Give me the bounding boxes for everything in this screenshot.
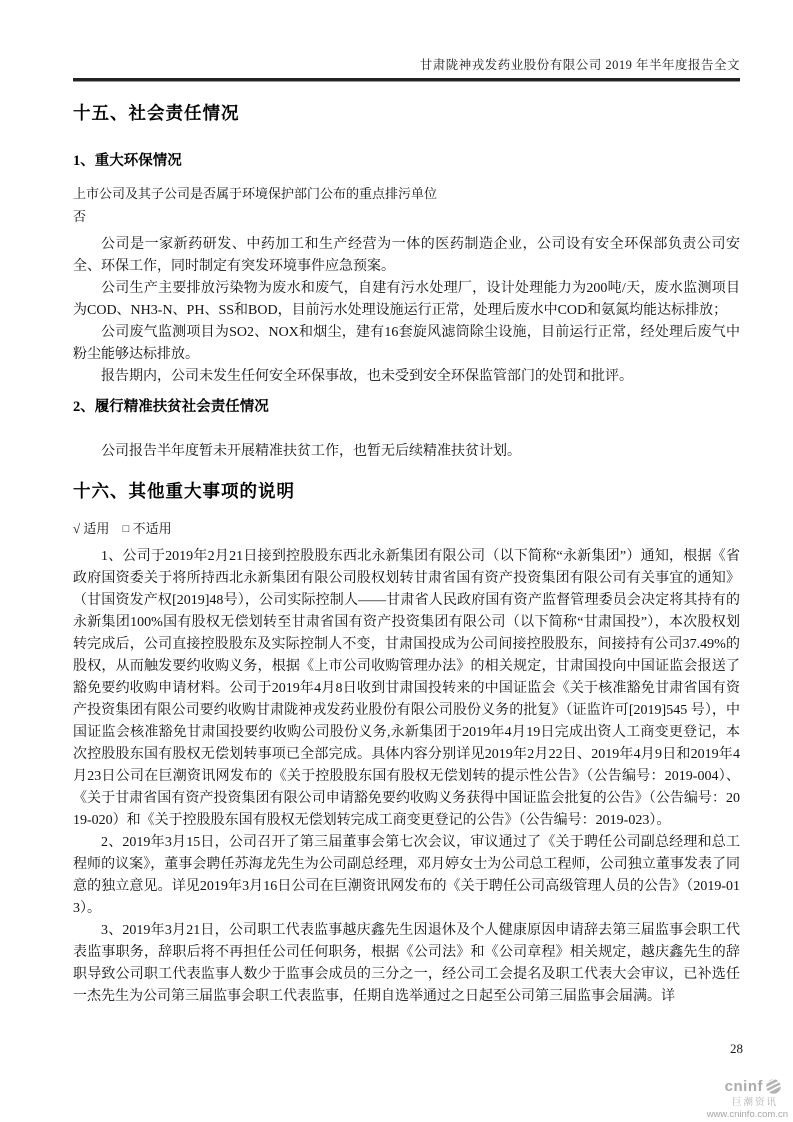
other-matters-body	[73, 546, 740, 1008]
env-paragraph-2: 公司生产主要排放污染物为废水和废气，自建有污水处理厂，设计处理能力为200吨/天，废水监测项目为COD、NH3-N、PH、SS和BOD，目前污水处理设施运行正常，处理后废水中COD和氨氮均能达标排放；	[73, 280, 740, 318]
poverty-paragraph: 公司报告半年度暂未开展精准扶贫工作，也暂无后续精准扶贫计划。	[101, 443, 521, 459]
env-answer: 否	[73, 208, 87, 224]
cninfo-logo-top	[678, 1078, 788, 1095]
env-paragraph-3: 公司废气监测项目为SO2、NOX和烟尘，建有16套旋风滤筒除尘设施，目前运行正常，经处理后废气中粉尘能够达标排放。	[73, 324, 740, 362]
cninfo-url: www.cninfo.com.cn	[706, 1109, 788, 1120]
check-mark-icon: √	[73, 520, 81, 536]
not-applicable-label: 不适用	[132, 520, 172, 536]
matter-paragraph-1: 1、公司于2019年2月21日接到控股股东西北永新集团有限公司（以下简称“永新集团”）通知，根据《省政府国资委关于将所持西北永新集团有限公司股权划转甘肃省国有资产投资集团有限公司有关事宜的通知》（甘国资发产权[2019]48号），公司实际控制人——甘肃省人民政府国有资产监督管理委员会决定将其持有的永新集团100%国有股权无偿划转至甘肃省国有资产投资集团有限公司（以下简称“甘肃国投”），本次股权划转完成后，公司直接控股股东及实际控制人不变，甘肃国投成为公司间接控股股东，间接持有公司37.49%的股权，从而触发要约收购义务，根据《上市公司收购管理办法》的相关规定，甘肃国投向中国证监会报送了豁免要约收购申请材料。公司于2019年4月8日收到甘肃国投转来的中国证监会《关于核准豁免甘肃省国有资产投资集团有限公司要约收购甘肃陇神戎发药业股份有限公司股份义务的批复》（证监许可[2019]545 号），中国证监会核准豁免甘肃国投要约收购公司股份义务,永新集团于2019年4月19日完成出资人工商变更登记，本次控股股东国有股权无偿划转事项已全部完成。具体内容分别详见2019年2月22日、2019年4月9日和2019年4月23日公司在巨潮资讯网发布的《关于控股股东国有股权无偿划转的提示性公告》（公告编号：2019-004）、《关于甘肃省国有资产投资集团有限公司申请豁免要约收购义务获得中国证监会批复的公告》（公告编号：2019-020）和《关于控股股东国有股权无偿划转完成工商变更登记的公告》（公告编号：2019-023）。	[73, 548, 740, 828]
empty-checkbox-icon: □	[122, 522, 130, 535]
env-question: 上市公司及其子公司是否属于环境保护部门公布的重点排污单位	[73, 185, 438, 201]
applicable-line	[73, 520, 740, 539]
matter-paragraph-2: 2、2019年3月15日，公司召开了第三届董事会第七次会议，审议通过了《关于聘任公司副总经理和总工程师的议案》，董事会聘任苏海龙先生为公司副总经理，邓月婷女士为公司总工程师，公司独立董事发表了同意的独立意见。详见2019年3月16日公司在巨潮资讯网发布的《关于聘任公司高级管理人员的公告》（2019-013）。	[73, 834, 740, 916]
cninfo-swirl-icon	[765, 1078, 782, 1095]
section-16-title: 十六、其他重大事项的说明	[73, 480, 295, 501]
cninfo-logo	[678, 1078, 788, 1120]
section-15-title: 十五、社会责任情况	[73, 102, 240, 123]
matter-paragraph-3: 3、2019年3月21日，公司职工代表监事越庆鑫先生因退休及个人健康原因申请辞去第三届监事会职工代表监事职务，辞职后将不再担任公司任何职务，根据《公司法》和《公司章程》相关规定，越庆鑫先生的辞职导致公司职工代表监事人数少于监事会成员的三分之一，经公司工会提名及职工代表大会审议，已补选任一杰先生为公司第三届监事会职工代表监事，任期自选举通过之日起至公司第三届监事会届满。详	[73, 922, 740, 1004]
env-paragraph-4: 报告期内，公司未发生任何安全环保事故，也未受到安全环保监管部门的处罚和批评。	[101, 368, 633, 384]
section-15-env-title: 1、重大环保情况	[73, 152, 182, 169]
cninfo-brand-text: cninf	[724, 1078, 763, 1095]
applicable-label: 适用	[83, 520, 110, 536]
header-title: 甘肃陇神戎发药业股份有限公司 2019 年半年度报告全文	[419, 58, 740, 72]
page-number: 28	[730, 1041, 743, 1056]
section-15-poverty-title: 2、履行精准扶贫社会责任情况	[73, 398, 269, 415]
header-rule	[73, 78, 740, 82]
env-paragraph-1: 公司是一家新药研发、中药加工和生产经营为一体的医药制造企业，公司设有安全环保部负责公司安全、环保工作，同时制定有突发环境事件应急预案。	[73, 236, 740, 274]
cninfo-name: 巨潮资讯	[731, 1098, 778, 1108]
